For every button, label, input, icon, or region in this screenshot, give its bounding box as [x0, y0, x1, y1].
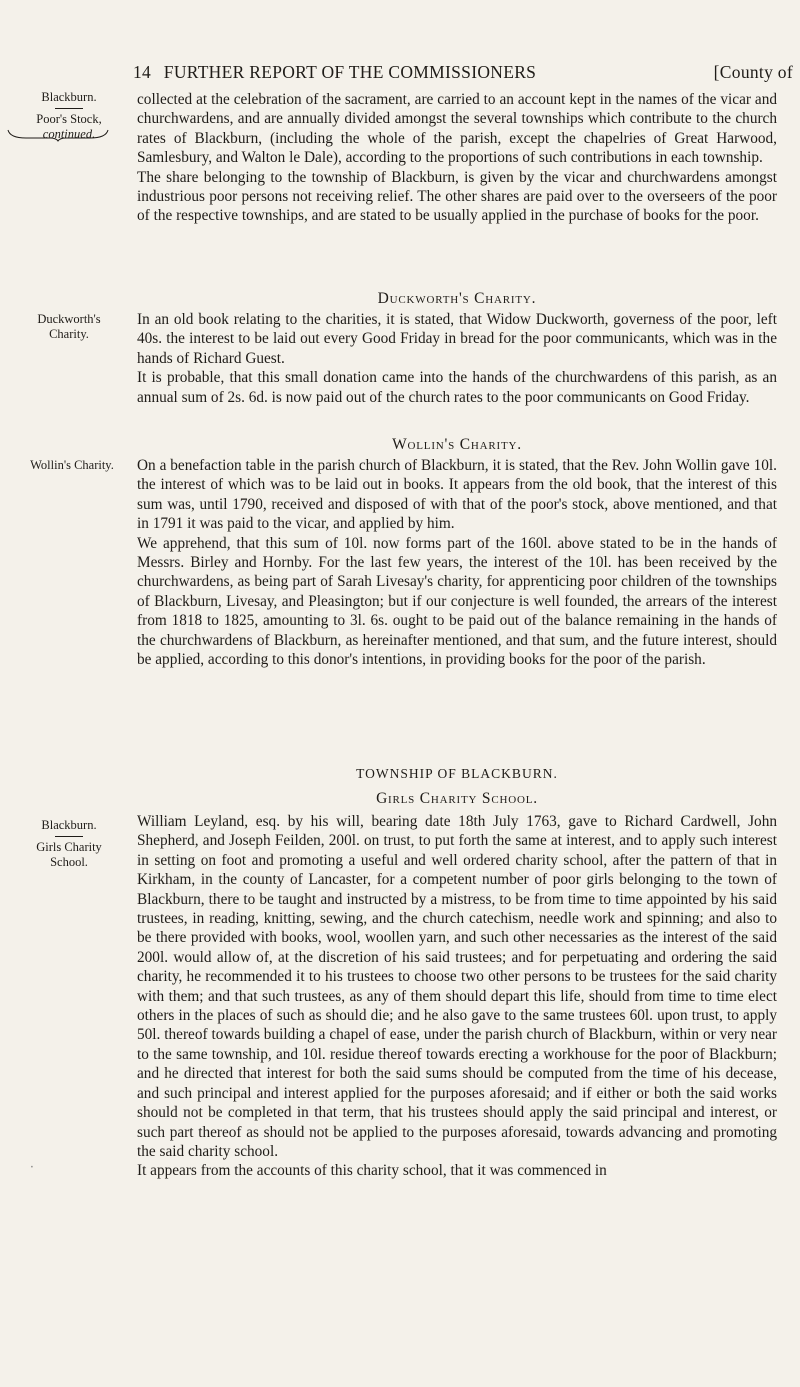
heading-wollin: Wollin's Charity.	[392, 436, 522, 453]
page-number: 14	[133, 62, 152, 82]
brace-icon	[6, 128, 110, 142]
margin-note-wollin: Wollin's Charity.	[30, 458, 114, 472]
margin-rule	[55, 108, 83, 109]
margin-note-girls-charity: Girls Charity School.	[36, 840, 102, 869]
paragraph-8: It appears from the accounts of this charity school, that it was commenced in	[137, 1162, 607, 1180]
paragraph-1: collected at the celebration of the sacrament, are carried to an account kept in the names of the vicar and churchwardens, and are annually divided amongst the several townships which contribute to the church rates of Blackburn, (including the whole of the parish, except the chapelries of Great Harwood, Samlesbury, and Walton le Dale), according to the proportions of such contributions in each township.	[137, 91, 777, 167]
heading-township: TOWNSHIP OF BLACKBURN.	[356, 766, 558, 781]
heading-girls-school: Girls Charity School.	[376, 790, 538, 807]
paragraph-5: On a benefaction table in the parish church of Blackburn, it is stated, that the Rev. John Wollin gave 10l. the interest of which was to be laid out in books. It appears from the old book, that the interest of this sum was, until 1790, received and disposed of with that of the poor's stock, above mentioned, and that in 1791 it was paid to the vicar, and applied by him.	[137, 457, 777, 533]
running-header	[133, 62, 793, 83]
paragraph-2: The share belonging to the township of Blackburn, is given by the vicar and churchwardens amongst industrious poor persons not receiving relief. The other shares are paid over to the overseers of the poor of the respective townships, and are stated to be usually applied in the purchase of books for the poor.	[137, 168, 777, 225]
margin-note-blackburn-lower: Blackburn.	[41, 818, 97, 832]
margin-note-poors-stock: Poor's Stock,	[36, 112, 102, 126]
margin-note-blackburn-text: Blackburn.	[41, 90, 97, 104]
paragraph-6: We apprehend, that this sum of 10l. now forms part of the 160l. above stated to be in the hands of Messrs. Birley and Hornby. For the last few years, the interest of the 10l. has been received by the churchwardens, as being part of Sarah Livesay's charity, for apprenticing poor children of the townships of Blackburn, Livesay, and Pleasington; but if our conjecture is well founded, the arrears of the interest from 1818 to 1825, amounting to 3l. 6s. ought to be paid out of the balance remaining in the hands of the churchwardens of Blackburn, as hereinafter mentioned, and that sum, and the future interest, should be applied, according to this donor's intentions, in providing books for the poor of the parish.	[137, 534, 777, 669]
margin-rule	[55, 836, 83, 837]
paragraph-3: In an old book relating to the charities, it is stated, that Widow Duckworth, governess of the poor, left 40s. the interest to be laid out every Good Friday in bread for the poor communicants, which was in the hands of Richard Guest.	[137, 311, 777, 367]
margin-note-continued: continued.	[42, 127, 96, 141]
stray-mark: ‧	[30, 1160, 34, 1174]
body-block-3	[137, 456, 777, 669]
heading-duckworth: Duckworth's Charity.	[377, 290, 537, 307]
running-county: [County of	[713, 62, 793, 82]
running-title: FURTHER REPORT OF THE COMMISSIONERS	[163, 62, 537, 82]
paragraph-7: William Leyland, esq. by his will, bearing date 18th July 1763, gave to Richard Cardwell, John Shepherd, and Joseph Feilden, 200l. on trust, to put forth the same at interest, and to apply such interest in setting on foot and promoting a useful and well ordered charity school, after the pattern of that in Kirkham, in the county of Lancaster, for a competent number of poor girls belonging to the town of Blackburn, there to be taught and instructed by a mistress, to be from time to time appointed by his said trustees, in reading, knitting, sewing, and the church catechism, needle work and spinning; and also to be there provided with books, wool, woollen yarn, and such other necessaries as the interest of the said 200l. would allow of, at the discretion of his said trustees; and for perpetuating and ordering the said charity, he recommended it to his trustees to choose two other persons to be trustees for the said charity with them; and that such trustees, as any of them should depart this life, should from time to time elect others in the places of such as should die; and he also gave to the same trustees 60l. upon trust, to apply 50l. thereof towards building a chapel of ease, under the parish church of Blackburn, within or very near to the same township, and 10l. residue thereof towards erecting a workhouse for the poor of Blackburn; and he directed that interest for both the said sums should be computed from the time of his decease, and such principal and interest applied for the purposes aforesaid; and if either or both the said works should not be completed in that term, that his trustees should apply the said principal and interest, or such part thereof as should not be applied to the purposes aforesaid, towards advancing and promoting the said charity school.	[137, 813, 777, 1160]
body-block-1	[137, 90, 777, 226]
body-block-4	[137, 812, 777, 1181]
paragraph-4: It is probable, that this small donation came into the hands of the churchwardens of this parish, as an annual sum of 2s. 6d. is now paid out of the church rates to the poor communicants on Good Friday.	[137, 369, 777, 406]
body-block-2	[137, 310, 777, 407]
margin-note-duckworth: Duckworth's Charity.	[37, 312, 101, 341]
margin-note-girls-school	[24, 818, 114, 870]
